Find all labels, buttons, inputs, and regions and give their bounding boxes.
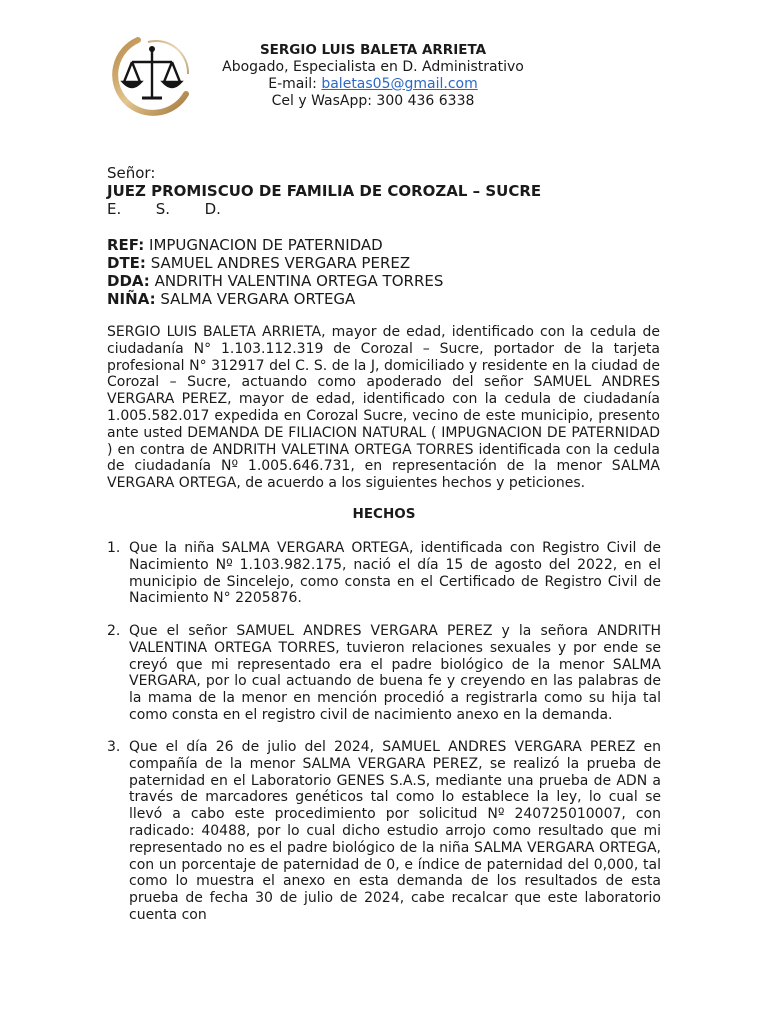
email-label: E-mail: (268, 76, 317, 92)
list-item-text: Que el día 26 de julio del 2024, SAMUEL ANDRES VERGARA PEREZ en compañía de la menor SALMA VERGARA PEREZ, se realizó la prueba de paternidad en el Laboratorio GENES S.A.S, mediante una prueba de ADN a través de marcadores genéticos tal como lo establece la ley, lo cual se llevó a cabo este procedimiento por solicitud Nº 240725010007, con radicado: 40488, por lo cual dicho estudio arrojo como resultado que mi representado no es el padre biológico de la niña SALMA VERGARA ORTEGA, con un porcentaje de paternidad de 0, e índice de paternidad del 0,000, tal como lo muestra el anexo en esta demanda de los resultados de esta prueba de fecha 30 de julio de 2024, cabe recalcar que este laboratorio cuenta con (129, 739, 661, 923)
intro-paragraph: SERGIO LUIS BALETA ARRIETA, mayor de edad, identificado con la cedula de ciudadanía N° 1.103.112.319 de Corozal – Sucre, portador de la tarjeta profesional N° 312917 del C. S. de la J, domiciliado y residente en la ciudad de Corozal – Sucre, actuando como apoderado del señor SAMUEL ANDRES VERGARA PEREZ, mayor de edad, identificado con la cedula de ciudadanía 1.005.582.017 expedida en Corozal Sucre, vecino de este municipio, presento ante usted DEMANDA DE FILIACION NATURAL ( IMPUGNACION DE PATERNIDAD ) en contra de ANDRITH VALETINA ORTEGA TORRES identificada con la cedula de ciudadanía Nº 1.005.646.731, en representación de la menor SALMA VERGARA ORTEGA, de acuerdo a los siguientes hechos y peticiones. (107, 324, 660, 492)
dda-value: ANDRITH VALENTINA ORTEGA TORRES (154, 272, 444, 290)
nina-line (107, 290, 661, 308)
ref-value: IMPUGNACION DE PATERNIDAD (149, 236, 383, 254)
salutation: Señor: (107, 164, 156, 182)
dte-label: DTE: (107, 254, 146, 272)
list-item-number: 1. (107, 540, 121, 556)
email-line (200, 76, 546, 93)
lawyer-profession: Abogado, Especialista en D. Administrativo (222, 59, 524, 75)
lawyer-name: SERGIO LUIS BALETA ARRIETA (259, 42, 487, 58)
dda-line (107, 272, 661, 290)
references-block (107, 236, 661, 308)
phone-line: Cel y WasApp: 300 436 6338 (271, 93, 475, 109)
esd-s: S. (155, 200, 171, 218)
addressee-block (107, 164, 661, 218)
dte-value: SAMUEL ANDRES VERGARA PEREZ (150, 254, 411, 272)
list-item-number: 2. (107, 623, 121, 639)
esd-d: D. (204, 200, 221, 218)
list-item-text: Que la niña SALMA VERGARA ORTEGA, identificada con Registro Civil de Nacimiento Nº 1.103.982.175, nació el día 15 de agosto del 2022, en el municipio de Sincelejo, como consta en el Certificado de Registro Civil de Nacimiento N° 2205876. (129, 540, 661, 607)
nina-value: SALMA VERGARA ORTEGA (160, 290, 356, 308)
esd-line (107, 200, 661, 218)
judge-title: JUEZ PROMISCUO DE FAMILIA DE COROZAL – SUCRE (107, 182, 542, 200)
letterhead (200, 42, 546, 110)
email-link[interactable]: baletas05@gmail.com (321, 76, 478, 92)
nina-label: NIÑA: (107, 290, 156, 308)
ref-line (107, 236, 661, 254)
esd-e: E. (107, 200, 122, 218)
list-item-text: Que el señor SAMUEL ANDRES VERGARA PEREZ y la señora ANDRITH VALENTINA ORTEGA TORRES, tuvieron relaciones sexuales y por ende se creyó que mi representado era el padre biológico de la menor SALMA VERGARA, por lo cual actuando de buena fe y creyendo en las palabras de la mama de la menor en mención procedió a registrarla como su hija tal como consta en el registro civil de nacimiento anexo en la demanda. (129, 623, 661, 723)
scales-of-justice-icon (108, 32, 196, 120)
dte-line (107, 254, 661, 272)
ref-label: REF: (107, 236, 145, 254)
list-item-number: 3. (107, 739, 121, 755)
dda-label: DDA: (107, 272, 150, 290)
section-title: HECHOS (352, 506, 416, 522)
